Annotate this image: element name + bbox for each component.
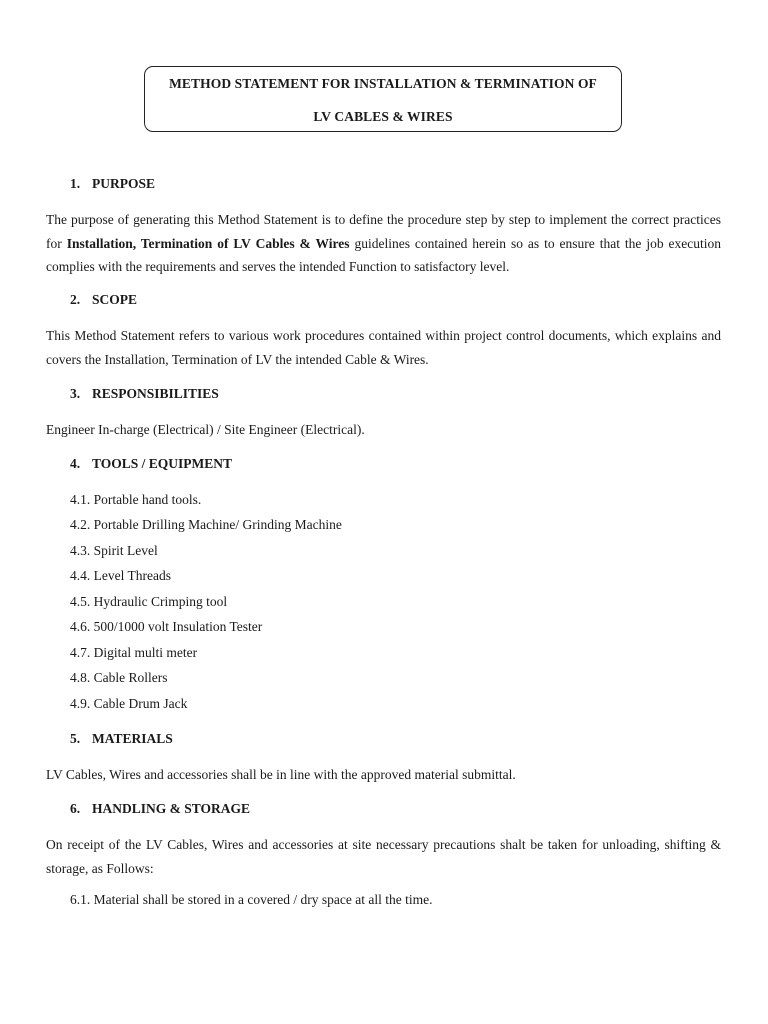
section-number: 3. bbox=[70, 386, 81, 401]
section-title: RESPONSIBILITIES bbox=[92, 386, 219, 401]
section-heading-scope bbox=[70, 292, 137, 308]
tool-list-item: 4.9. Cable Drum Jack bbox=[70, 696, 188, 711]
purpose-text-bold: Installation, Termination of LV Cables & Wires bbox=[66, 235, 350, 251]
handling-paragraph: On receipt of the LV Cables, Wires and accessories at site necessary precautions shalt be taken for unloading, shifting & storage, as Follows: bbox=[46, 837, 721, 876]
document-title-line-2: LV CABLES & WIRES bbox=[313, 109, 453, 124]
responsibilities-paragraph: Engineer In-charge (Electrical) / Site Engineer (Electrical). bbox=[46, 422, 365, 437]
tool-list-item: 4.1. Portable hand tools. bbox=[70, 492, 202, 507]
section-number: 5. bbox=[70, 731, 81, 746]
section-heading-purpose bbox=[70, 176, 155, 192]
section-title: PURPOSE bbox=[92, 176, 156, 191]
section-title: MATERIALS bbox=[92, 731, 173, 746]
purpose-text-before: The purpose of generating this Method Statement is to define the procedure step by step to implement the correct practices for bbox=[46, 212, 721, 251]
tool-list-item: 4.3. Spirit Level bbox=[70, 543, 158, 558]
document-title-box bbox=[144, 66, 622, 132]
section-title: TOOLS / EQUIPMENT bbox=[92, 456, 233, 471]
tool-list-item: 4.2. Portable Drilling Machine/ Grinding Machine bbox=[70, 517, 342, 532]
section-title: HANDLING & STORAGE bbox=[92, 801, 251, 816]
tool-list-item: 4.4. Level Threads bbox=[70, 568, 171, 583]
tool-list-item: 4.5. Hydraulic Crimping tool bbox=[70, 594, 228, 609]
section-number: 6. bbox=[70, 801, 81, 816]
purpose-text-after: guidelines contained herein so as to ensure that the job execution complies with the requirements and serves the intended Function to satisfactory level. bbox=[46, 235, 721, 274]
tool-list-item: 4.7. Digital multi meter bbox=[70, 645, 198, 660]
section-heading-responsibilities bbox=[70, 386, 219, 402]
tool-list-item: 4.6. 500/1000 volt Insulation Tester bbox=[70, 619, 263, 634]
document-title-line-1: METHOD STATEMENT FOR INSTALLATION & TERMINATION OF bbox=[169, 76, 597, 91]
section-number: 2. bbox=[70, 292, 81, 307]
tool-list-item: 4.8. Cable Rollers bbox=[70, 670, 168, 685]
section-heading-handling bbox=[70, 801, 250, 817]
scope-paragraph: This Method Statement refers to various work procedures contained within project control documents, which explains and covers the Installation, Termination of LV the intended Cable & Wires. bbox=[46, 328, 721, 367]
section-heading-tools bbox=[70, 456, 232, 472]
section-number: 1. bbox=[70, 176, 81, 191]
section-number: 4. bbox=[70, 456, 81, 471]
materials-paragraph: LV Cables, Wires and accessories shall be in line with the approved material submittal. bbox=[46, 767, 516, 782]
section-title: SCOPE bbox=[92, 292, 138, 307]
section-heading-materials bbox=[70, 731, 173, 747]
handling-list-item: 6.1. Material shall be stored in a covered / dry space at all the time. bbox=[70, 892, 433, 907]
purpose-paragraph bbox=[46, 208, 721, 279]
